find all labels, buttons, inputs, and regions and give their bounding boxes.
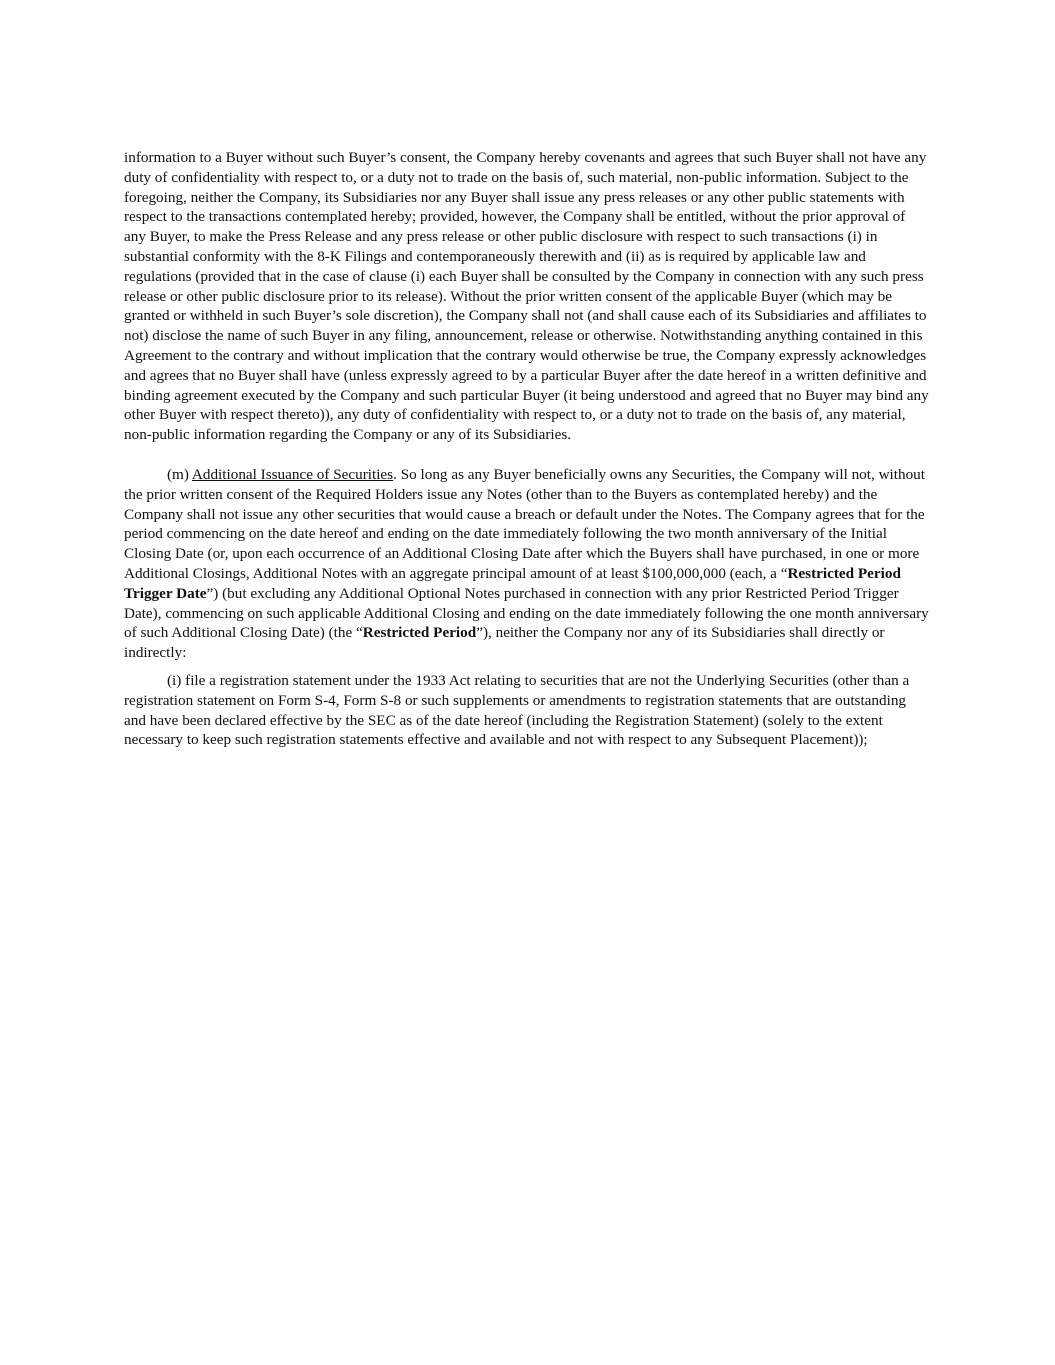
section-m-additional-issuance [124, 465, 930, 663]
clause-i-registration-statement: (i) file a registration statement under the 1933 Act relating to securities that are not the Underlying Securities (other than a registration statement on Form S-4, Form S-8 or such supplements or amendments to registration statements that are outstanding and have been declared effective by the SEC as of the date hereof (including the Registration Statement) (solely to the extent necessary to keep such registration statements effective and available and not with respect to any Subsequent Placement)); [124, 671, 910, 749]
section-m-text-2: ”) (but excluding any Additional Optional Notes purchased in connection with any prior Restricted Period Trigger Date), commencing on such applicable Additional Closing and ending on the date immediately following the one month anniversary of such Additional Closing Date) (the “ [124, 584, 929, 642]
paragraph-confidentiality: information to a Buyer without such Buyer’s consent, the Company hereby covenants and agrees that such Buyer shall not have any duty of confidentiality with respect to, or a duty not to trade on the basis of, such material, non-public information. Subject to the foregoing, neither the Company, its Subsidiaries nor any Buyer shall issue any press releases or any other public statements with respect to the transactions contemplated hereby; provided, however, the Company shall be entitled, without the prior approval of any Buyer, to make the Press Release and any press release or other public disclosure with respect to such transactions (i) in substantial conformity with the 8-K Filings and contemporaneously therewith and (ii) as is required by applicable law and regulations (provided that in the case of clause (i) each Buyer shall be consulted by the Company in connection with any such press release or other public disclosure prior to its release). Without the prior written consent of the applicable Buyer (which may be granted or withheld in such Buyer’s sole discretion), the Company shall not (and shall cause each of its Subsidiaries and affiliates to not) disclose the name of such Buyer in any filing, announcement, release or otherwise. Notwithstanding anything contained in this Agreement to the contrary and without implication that the contrary would otherwise be true, the Company expressly acknowledges and agrees that no Buyer shall have (unless expressly agreed to by a particular Buyer after the date hereof in a written definitive and binding agreement executed by the Company and such particular Buyer (it being understood and agreed that no Buyer may bind any other Buyer with respect thereto)), any duty of confidentiality with respect to, or a duty not to trade on the basis of, any material, non-public information regarding the Company or any of its Subsidiaries. [124, 149, 929, 444]
section-m-marker: (m) [167, 465, 189, 483]
defined-term-restricted-period: Restricted Period [362, 624, 477, 642]
document-page [124, 148, 930, 750]
section-m-heading: Additional Issuance of Securities [191, 465, 394, 483]
section-m-text-1: . So long as any Buyer beneficially owns any Securities, the Company will not, without the prior written consent of the Required Holders issue any Notes (other than to the Buyers as contemplated hereby) and the Company shall not issue any other securities that would cause a breach or default under the Notes. The Company agrees that for the period commencing on the date hereof and ending on the date immediately following the two month anniversary of the Initial Closing Date (or, upon each occurrence of an Additional Closing Date after which the Buyers shall have purchased, in one or more Additional Closings, Additional Notes with an aggregate principal amount of at least $100,000,000 (each, a “ [124, 465, 925, 582]
defined-term-restricted-period-trigger-date: Restricted Period Trigger Date [124, 564, 901, 602]
section-m-text-3: ”), neither the Company nor any of its Subsidiaries shall directly or indirectly: [124, 624, 885, 662]
